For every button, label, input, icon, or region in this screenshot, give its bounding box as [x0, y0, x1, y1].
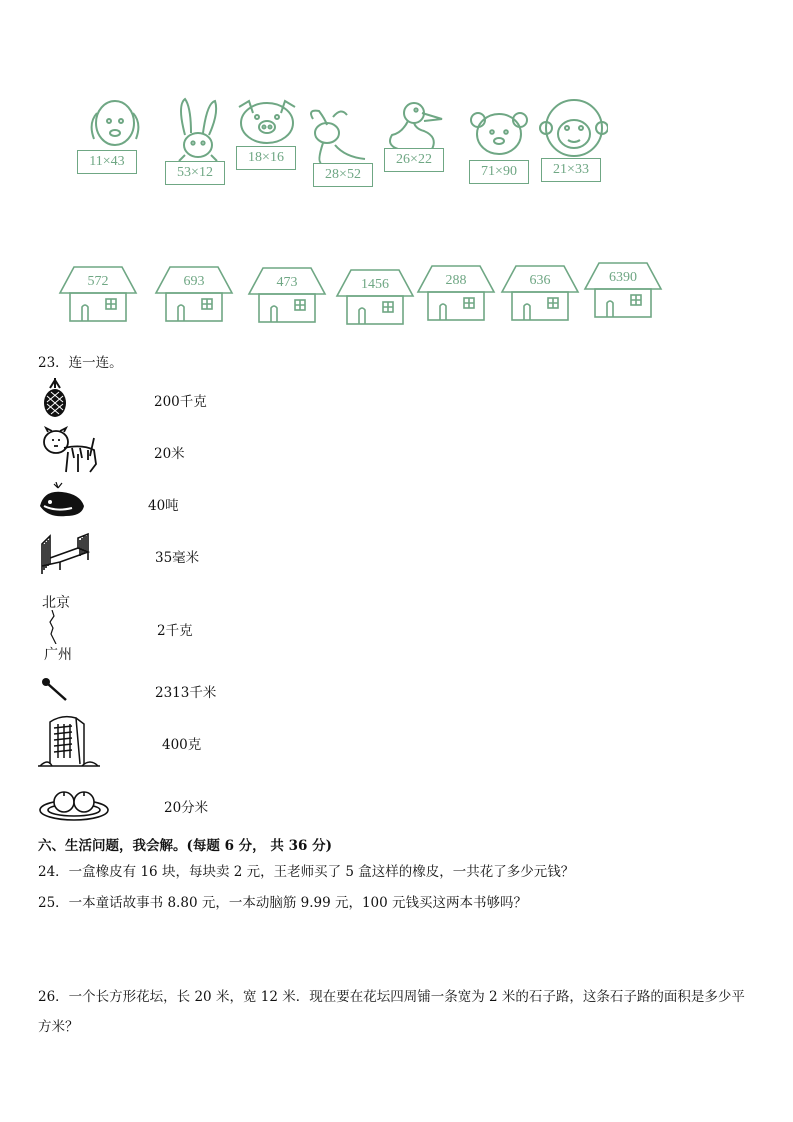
match-label: 20米: [154, 446, 185, 462]
match-label: 200千克: [154, 394, 207, 410]
house: [500, 264, 580, 324]
question-26-line2: 方米？: [38, 1019, 79, 1035]
dog-expression: 11×43: [77, 150, 137, 174]
match-label: 20分米: [164, 800, 209, 816]
monkey-icon: [538, 98, 608, 198]
match-label: 2千克: [157, 623, 193, 639]
match-label: 35毫米: [155, 550, 200, 566]
house: [58, 265, 138, 325]
map-city-guangzhou: 广州: [44, 647, 72, 663]
house-number: 572: [87, 274, 109, 289]
question-24: 24．一盒橡皮有 16 块，每块卖 2 元，王老师买了 5 盒这样的橡皮，一共花了多少元钱？: [38, 864, 575, 880]
goat-expression: 28×52: [313, 163, 373, 187]
match-label: 2313千米: [155, 685, 217, 701]
rabbit-expression: 53×12: [165, 161, 225, 185]
house: [247, 266, 327, 326]
pig-expression: 18×16: [236, 146, 296, 170]
question-26-line1: 26．一个长方形花坛，长 20 米，宽 12 米．现在要在花坛四周铺一条宽为 2 米的石子路，这条石子路的面积是多少平: [38, 989, 745, 1005]
bed-icon: [38, 530, 90, 576]
house-number: 693: [183, 274, 205, 289]
house-number: 473: [276, 275, 298, 290]
question-23-title: 23．连一连。: [38, 355, 123, 371]
house-number: 288: [445, 273, 467, 288]
house: [335, 268, 415, 328]
match-label: 40吨: [148, 498, 179, 514]
section-6-title: 六、生活问题，我会解。(每题 6 分， 共 36 分): [38, 838, 332, 854]
whale-icon: [36, 482, 88, 522]
house-number: 636: [529, 273, 551, 288]
monkey-expression: 21×33: [541, 158, 601, 182]
route-line: [44, 610, 64, 644]
house: [583, 261, 663, 321]
pin-icon: [40, 676, 70, 702]
house-number: 1456: [361, 277, 389, 292]
house: [416, 264, 496, 324]
goat-icon: [305, 105, 375, 205]
question-25: 25．一本童话故事书 8.80 元，一本动脑筋 9.99 元，100 元钱买这两本书够吗？: [38, 895, 528, 911]
tiger-icon: [38, 426, 102, 474]
house-number: 6390: [609, 270, 637, 285]
map-beijing-guangzhou: [40, 592, 90, 664]
dog-icon: [80, 95, 150, 195]
map-city-beijing: 北京: [42, 595, 70, 611]
duck-expression: 26×22: [384, 148, 444, 172]
building-icon: [38, 712, 100, 768]
bear-expression: 71×90: [469, 160, 529, 184]
duck-icon: [380, 97, 450, 197]
pineapple-icon: [38, 378, 72, 418]
plate-oranges-icon: [38, 784, 110, 824]
match-label: 400克: [162, 737, 202, 753]
pig-icon: [233, 93, 303, 193]
house: [154, 265, 234, 325]
